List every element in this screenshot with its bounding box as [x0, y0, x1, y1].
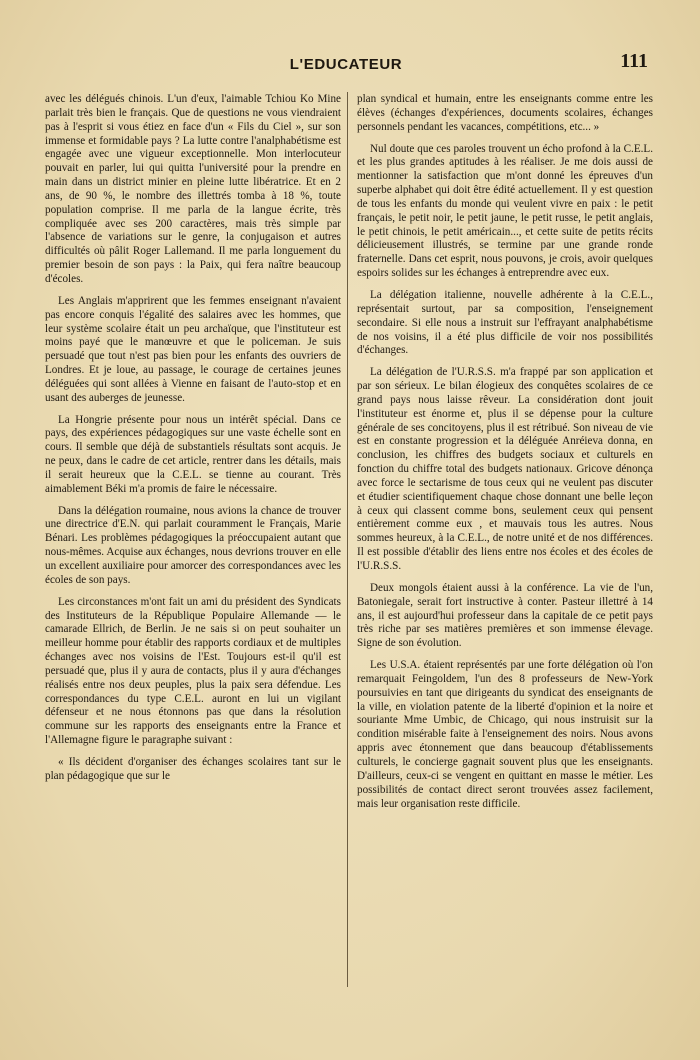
paragraph: avec les délégués chinois. L'un d'eux, l'aimable Tchiou Ko Mine parlait très bien le français. Que de questions ne vous viendraient pas à l'esprit si vous étiez en face d'un « Fils du Ciel », sur son immense et formidable pays ? La lutte contre l'analphabétisme est engagée avec une vigueur exceptionnelle. Mon interlocuteur pouvait en parler, lui qui quitta l'université pour la prendre en main dans un district minier en pleine lutte libératrice. Et en 2 ans, de 90 %, le nombre des illettrés tomba à 18 %, toute population comprise. Il me parla de la langue écrite, très compliquée avec ses 200 caractères, mais très simple par l'absence de variations sur le genre, la conjugaison et autres difficultés où pâlit Roger Lallemand. Il me parla longuement du premier besoin de son pays : la Paix, qui fera naître beaucoup d'écoles.	[45, 93, 341, 285]
paragraph: Les U.S.A. étaient représentés par une forte délégation où l'on remarquait Feingoldem, l'un des 8 professeurs de New-York poursuivies en tant que dirigeants du syndicat des enseignants de la ville, en violation patente de la liberté d'opinion et la noire et souriante Mme Umbic, de Chicago, qui nous instruisit sur la condition misérable faite à l'enseignement des noirs. Nous avons appris avec étonnement que dans beaucoup d'établissements culturels, le concierge gagnait souvent plus que les enseignants. D'ailleurs, ceux-ci se vengent en quittant en masse le métier. Les possibilités de contact direct seront trouvées assez facilement, mais leur organisation reste difficile.	[357, 659, 653, 810]
paragraph: Dans la délégation roumaine, nous avions la chance de trouver une directrice d'E.N. qui parlait couramment le Français, Marie Bénari. Les problèmes pédagogiques la préoccupaient autant que nous-mêmes. Acquise aux échanges, nous devrions trouver en elle un excellent auxiliaire pour amorcer des correspondances avec les écoles de son pays.	[45, 504, 341, 586]
paragraph: plan syndical et humain, entre les enseignants comme entre les élèves (échanges d'expériences, documents scolaires, échanges personnels pendant les vacances, compétitions, etc... »	[357, 93, 653, 133]
paragraph: Deux mongols étaient aussi à la conférence. La vie de l'un, Batoniegale, serait fort instructive à conter. Pasteur illettré à 14 ans, il est aujourd'hui professeur dans la capitale de ce petit pays très riche par ses matières premières et son immense élevage. Signe de son évolution.	[357, 581, 653, 650]
paragraph: La Hongrie présente pour nous un intérêt spécial. Dans ce pays, des expériences pédagogiques sur une vaste échelle sont en cours. Il semble que déjà de substantiels résultats sont acquis. Je ne peux, dans le cadre de cet article, rentrer dans les détails, mais il serait heureux que la C.E.L. se tienne au courant. Très aimablement Béki m'a promis de faire le nécessaire.	[45, 413, 341, 495]
left-column	[45, 93, 341, 792]
paragraph: Les Anglais m'apprirent que les femmes enseignant n'avaient pas encore conquis l'égalité des salaires avec les hommes, que leur système scolaire était un peu archaïque, que l'instituteur est moins payé que le manœuvre et que le policeman. Je suis persuadé que tout n'est pas bien pour les enfants des ouvriers de Londres. Et je loue, au passage, le courage de certaines jeunes déléguées qui sont allées à Vienne en faisant de l'auto-stop et en usant des auberges de jeunesse.	[45, 294, 341, 404]
page-number: 111	[620, 50, 648, 72]
page-header	[44, 50, 648, 80]
paragraph: Nul doute que ces paroles trouvent un écho profond à la C.E.L. et les plus grandes aptitudes à les réaliser. Je me dois aussi de mentionner la satisfaction que m'ont donné les épreuves d'un superbe alphabet qui doit être édité actuellement. Il y est question de tous les enfants du monde qui veulent vivre en paix : le petit français, le petit noir, le petit jaune, le petit russe, le petit anglais, le petit chinois, le petit américain..., et cette suite de petits récits délicieusement illustrés, se termine par une grande ronde fraternelle. Dans cet esprit, nous pouvons, je crois, avoir quelques espoirs solides sur les échanges à entreprendre avec eux.	[357, 142, 653, 280]
paragraph: « Ils décident d'organiser des échanges scolaires tant sur le plan pédagogique que sur le	[45, 755, 341, 782]
paragraph: La délégation italienne, nouvelle adhérente à la C.E.L., représentait surtout, par sa composition, l'enseignement secondaire. Si elle nous a instruit sur l'effrayant analphabétisme de nos voisins, il a été plus difficile de voir nos possibilités d'échanges.	[357, 288, 653, 357]
journal-title: L'EDUCATEUR	[289, 56, 403, 73]
right-column	[357, 93, 653, 819]
column-divider	[347, 92, 348, 987]
paragraph: La délégation de l'U.R.S.S. m'a frappé par son application et par son sérieux. Le bilan élogieux des conquêtes scolaires de ce grand pays nous laisse rêveur. La considération dont jouit l'instituteur est énorme et, plus il se dépense pour la culture générale de ses concitoyens, plus il est rétribué. Son niveau de vie est en constante progression et la déléguée Anréieva donna, en conclusion, les chiffres des budgets sociaux et culturels en fonction du chiffre total des budgets nationaux. Gricove dénonça avec force le sectarisme de tous ceux qui ne veulent pas discuter et étudier scientifiquement chaque chose donnant une belle leçon à ceux qui classent comme bons, seulement ceux qui pensent entièrement comme eux , et mauvais tous les autres. Nous sommes heureux, à la C.E.L., de notre unité et de nos différences. Il est possible d'établir des liens entre nos écoles et des écoles de l'U.R.S.S.	[357, 366, 653, 572]
paragraph: Les circonstances m'ont fait un ami du président des Syndicats des Instituteurs de la République Populaire Allemande — le camarade Ellrich, de Berlin. Je ne sais si on peut souhaiter un meilleur homme pour établir des rapports cordiaux et de multiples échanges avec nos voisins de l'Est. Toujours est-il qu'il est persuadé que, plus il y aura de contacts, plus il y aura d'échanges réalisés entre nos deux peuples, plus la paix sera défendue. Les correspondances du type C.E.L. auront en lui un vigilant défenseur et ne nous étonnons pas que dans la résolution commune sur les rapports des enseignants entre la France et l'Allemagne figure le paragraphe suivant :	[45, 595, 341, 747]
